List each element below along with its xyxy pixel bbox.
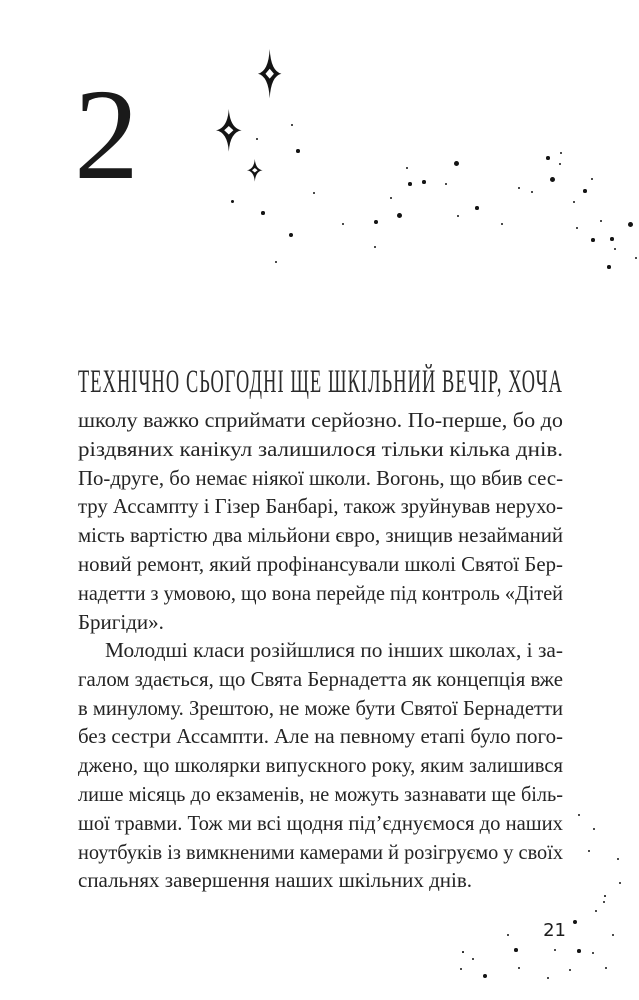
star-dot (559, 163, 561, 165)
star-dot (289, 233, 294, 238)
star-dot (422, 180, 426, 184)
star-dot (577, 949, 581, 953)
paragraph-1 (78, 406, 563, 636)
star-dot (390, 197, 392, 199)
star-dot (560, 152, 562, 154)
star-dot (628, 222, 633, 227)
star-dot (531, 191, 533, 193)
star-dot (573, 920, 578, 925)
star-dot (397, 213, 402, 218)
star-dot (610, 237, 614, 241)
chapter-number: 2 (74, 63, 139, 207)
sparkle-star-icon (246, 158, 264, 183)
text-line: лише місяць до екзаменів, не можуть зазнавати ще біль- (78, 781, 563, 806)
star-dot (374, 220, 378, 224)
star-dot (605, 967, 608, 970)
chapter-opening-text: ТЕХНІЧНО СЬОГОДНІ ЩЕ ШКІЛЬНИЙ ВЕЧІР, ХОЧА (78, 364, 563, 400)
star-dot (603, 901, 606, 904)
text-line: тру Ассампту і Гізер Банбарі, також зруйнував нерухо- (78, 494, 563, 519)
star-dot (569, 969, 572, 972)
star-dot (342, 223, 344, 225)
star-dot (612, 934, 614, 936)
star-dot (291, 124, 293, 126)
star-dot (635, 257, 637, 259)
star-dot (573, 201, 575, 203)
text-line: в минулому. Зрештою, не може бути Святої Бернадетти (78, 695, 563, 720)
star-dot (507, 934, 509, 936)
text-line: джено, що школярки випускного року, яким залишився (78, 753, 563, 778)
paragraph-2 (78, 636, 563, 895)
star-dot (501, 223, 503, 225)
star-dot (547, 977, 549, 979)
star-dot (475, 206, 479, 210)
text-line: мість вартістю два мільйони євро, знищив незайманий (78, 523, 563, 548)
star-dot (231, 200, 234, 203)
star-dot (604, 895, 606, 897)
text-line: школу важко сприймати серйозно. По-перше, бо до (78, 408, 563, 432)
sparkle-star-icon (215, 108, 243, 153)
star-dot (600, 220, 602, 222)
star-dot (518, 967, 520, 969)
star-dot (588, 850, 590, 852)
star-dot (576, 227, 578, 229)
star-dot (472, 958, 474, 960)
star-dot (374, 246, 376, 248)
star-dot (275, 261, 278, 264)
star-dot (617, 858, 619, 860)
text-line: надетти з умовою, що вона перейде під контроль «Дітей (78, 580, 563, 605)
sparkle-star-icon (257, 48, 282, 99)
star-dot (483, 974, 488, 979)
star-dot (592, 952, 594, 954)
text-line: галом здається, що Свята Бернадетта як концепція вже (78, 666, 563, 691)
star-dot (546, 156, 550, 160)
text-line: ноутбуків із вимкненими камерами й розігруємо у своїх (78, 839, 563, 864)
star-dot (554, 949, 556, 951)
star-dot (514, 948, 518, 952)
text-line: новий ремонт, який профінансували школі Святої Бер- (78, 551, 563, 576)
star-dot (595, 910, 598, 913)
star-dot (256, 138, 258, 140)
star-dot (591, 178, 593, 180)
star-dot (583, 189, 587, 193)
text-line: різдвяних канікул залишилося тільки кілька днів. (78, 436, 563, 461)
star-dot (619, 882, 621, 884)
text-line: без сестри Ассампти. Але на певному етапі було пого- (78, 724, 563, 749)
star-dot (460, 968, 463, 971)
star-dot (593, 828, 596, 831)
text-line: Бригіди». (78, 609, 164, 634)
star-dot (408, 182, 412, 186)
text-line: По-друге, бо немає ніякої школи. Вогонь, що вбив сес- (78, 465, 563, 490)
text-line: спальнях завершення наших шкільних днів. (78, 868, 473, 893)
text-line: шої травми. Тож ми всі щодня під’єднуємося до наших (78, 810, 563, 835)
star-dot (578, 814, 580, 816)
star-dot (550, 177, 555, 182)
star-dot (462, 951, 464, 953)
star-dot (261, 211, 265, 215)
star-dot (607, 265, 611, 269)
chapter-opening-line (78, 364, 563, 400)
star-dot (454, 161, 459, 166)
star-dot (591, 238, 595, 242)
star-dot (296, 149, 300, 153)
star-dot (406, 167, 408, 169)
star-dot (457, 215, 459, 217)
star-dot (614, 248, 616, 250)
star-dot (445, 183, 447, 185)
text-line: Молодші класи розійшлися по інших школах, і за- (105, 638, 563, 662)
page-number: 21 (543, 920, 566, 941)
star-dot (518, 187, 520, 189)
star-dot (313, 192, 315, 194)
